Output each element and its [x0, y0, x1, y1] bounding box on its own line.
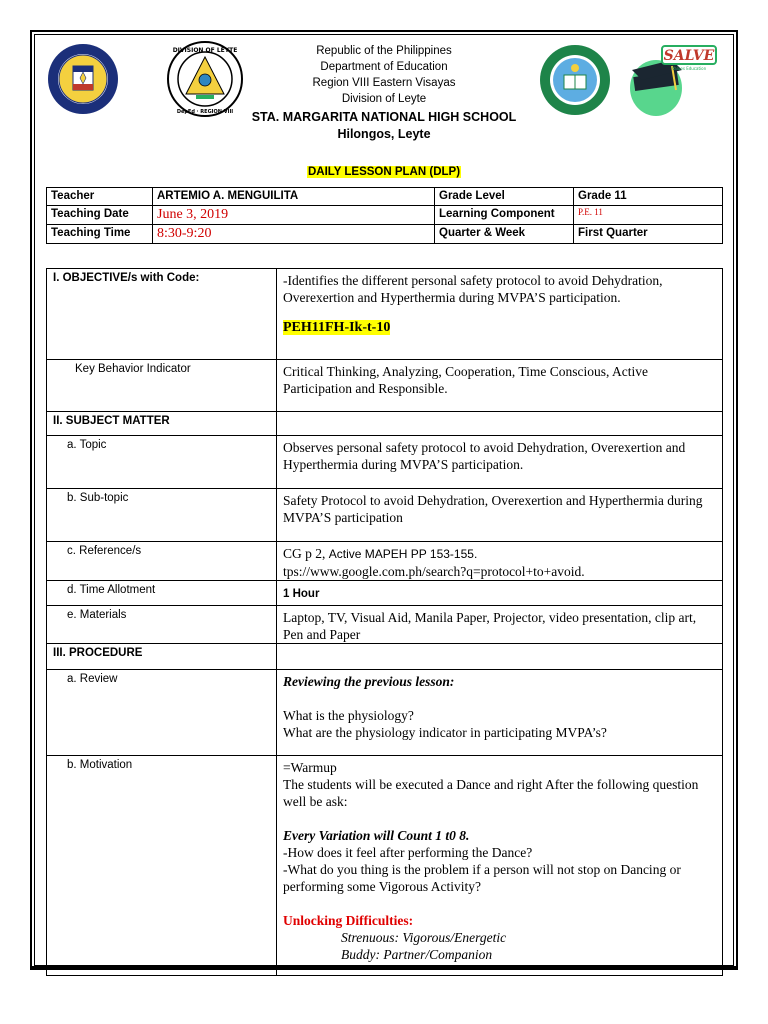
table-row [47, 225, 723, 244]
time-allotment-cell [277, 581, 723, 606]
letterhead [34, 34, 734, 142]
motivation-cell [277, 756, 723, 976]
lesson-plan-table [46, 268, 723, 976]
salve-text: SALVE [663, 48, 715, 64]
teacher-value: ARTEMIO A. MENGUILITA [153, 188, 435, 206]
objective-cell [277, 269, 723, 360]
reference-book: Active MAPEH PP 153-155. [328, 547, 478, 561]
reference-label: c. Reference/s [47, 542, 277, 581]
learning-component-value [574, 206, 723, 225]
table-row [47, 756, 723, 976]
teacher-info-table [46, 187, 723, 244]
table-row [47, 206, 723, 225]
review-question-2: What are the physiology indicator in participating MVPA’s? [283, 725, 607, 740]
objective-code: PEH11FH-Ik-t-10 [283, 320, 391, 335]
objective-text: -Identifies the different personal safety protocol to avoid Dehydration, Overexertion and Hyperthermia during MVPA’S participation. [283, 273, 663, 305]
topic-text: Observes personal safety protocol to avoid Dehydration, Overexertion and Hyperthermia during MVPA’S participation. [277, 436, 723, 489]
kbi-label: Key Behavior Indicator [47, 360, 277, 412]
header-republic: Republic of the Philippines [316, 45, 452, 57]
procedure-empty [277, 644, 723, 670]
motivation-label: b. Motivation [47, 756, 277, 976]
teaching-time-text: 8:30-9:20 [157, 226, 212, 241]
time-allotment-label: d. Time Allotment [47, 581, 277, 606]
reference-url: tps://www.google.com.ph/search?q=protocol+to+avoid. [283, 564, 585, 579]
subject-matter-empty [277, 412, 723, 436]
learning-component-label: Learning Component [435, 206, 574, 225]
motivation-variation: Every Variation will Count 1 t0 8. [283, 828, 470, 843]
motivation-question-1: -How does it feel after performing the Dance? [283, 845, 533, 860]
unlocking-term-1: Strenuous: Vigorous/Energetic [341, 930, 507, 945]
materials-label: e. Materials [47, 606, 277, 644]
teaching-time-value [153, 225, 435, 244]
teacher-label: Teacher [47, 188, 153, 206]
document-title [0, 162, 768, 180]
time-allotment-text: 1 Hour [283, 588, 320, 600]
subject-matter-label: II. SUBJECT MATTER [47, 412, 277, 436]
review-label: a. Review [47, 670, 277, 756]
svg-text:DepEd · REGION VIII: DepEd · REGION VIII [176, 109, 234, 115]
kbi-text: Critical Thinking, Analyzing, Cooperation, Time Conscious, Active Participation and Responsible. [277, 360, 723, 412]
grade-level-value: Grade 11 [574, 188, 723, 206]
table-row [47, 606, 723, 644]
table-row [47, 644, 723, 670]
motivation-instructions: The students will be executed a Dance and right After the following question well be ask: [283, 777, 699, 809]
table-row [47, 670, 723, 756]
teaching-date-text: June 3, 2019 [157, 207, 229, 222]
unlocking-term-2: Buddy: Partner/Companion [341, 947, 493, 962]
header-school-name: STA. MARGARITA NATIONAL HIGH SCHOOL [251, 110, 517, 124]
header-division: Division of Leyte [341, 93, 427, 105]
table-row [47, 436, 723, 489]
svg-text:Values Education: Values Education [671, 66, 707, 71]
table-row [47, 188, 723, 206]
motivation-question-2: -What do you thing is the problem if a person will not stop on Dancing or performing some Vigorous Activity? [283, 862, 681, 894]
procedure-label: III. PROCEDURE [47, 644, 277, 670]
review-heading: Reviewing the previous lesson: [283, 674, 455, 689]
teaching-time-label: Teaching Time [47, 225, 153, 244]
reference-text: CG p 2, [283, 546, 329, 561]
materials-text: Laptop, TV, Visual Aid, Manila Paper, Projector, video presentation, clip art, Pen and Paper [277, 606, 723, 644]
review-question-1: What is the physiology? [283, 708, 414, 723]
table-row [47, 542, 723, 581]
review-cell [277, 670, 723, 756]
topic-label: a. Topic [47, 436, 277, 489]
table-row [47, 581, 723, 606]
subtopic-text: Safety Protocol to avoid Dehydration, Overexertion and Hyperthermia during MVPA’S participation [277, 489, 723, 542]
teaching-date-label: Teaching Date [47, 206, 153, 225]
teaching-date-value [153, 206, 435, 225]
motivation-warmup: =Warmup [283, 760, 337, 775]
header-town: Hilongos, Leyte [337, 127, 431, 141]
grade-level-label: Grade Level [435, 188, 574, 206]
table-row [47, 269, 723, 360]
header-region: Region VIII Eastern Visayas [312, 77, 456, 89]
document-title-text: DAILY LESSON PLAN (DLP) [307, 166, 461, 178]
table-row [47, 412, 723, 436]
table-row [47, 489, 723, 542]
header-department: Department of Education [320, 61, 448, 73]
quarter-week-value: First Quarter [574, 225, 723, 244]
reference-cell [277, 542, 723, 581]
subtopic-label: b. Sub-topic [47, 489, 277, 542]
learning-component-text: P.E. 11 [578, 207, 603, 217]
unlocking-difficulties-heading: Unlocking Difficulties: [283, 913, 414, 928]
table-row [47, 360, 723, 412]
objective-label: I. OBJECTIVE/s with Code: [47, 269, 277, 360]
quarter-week-label: Quarter & Week [435, 225, 574, 244]
svg-text:DIVISION OF LEYTE: DIVISION OF LEYTE [172, 47, 238, 54]
